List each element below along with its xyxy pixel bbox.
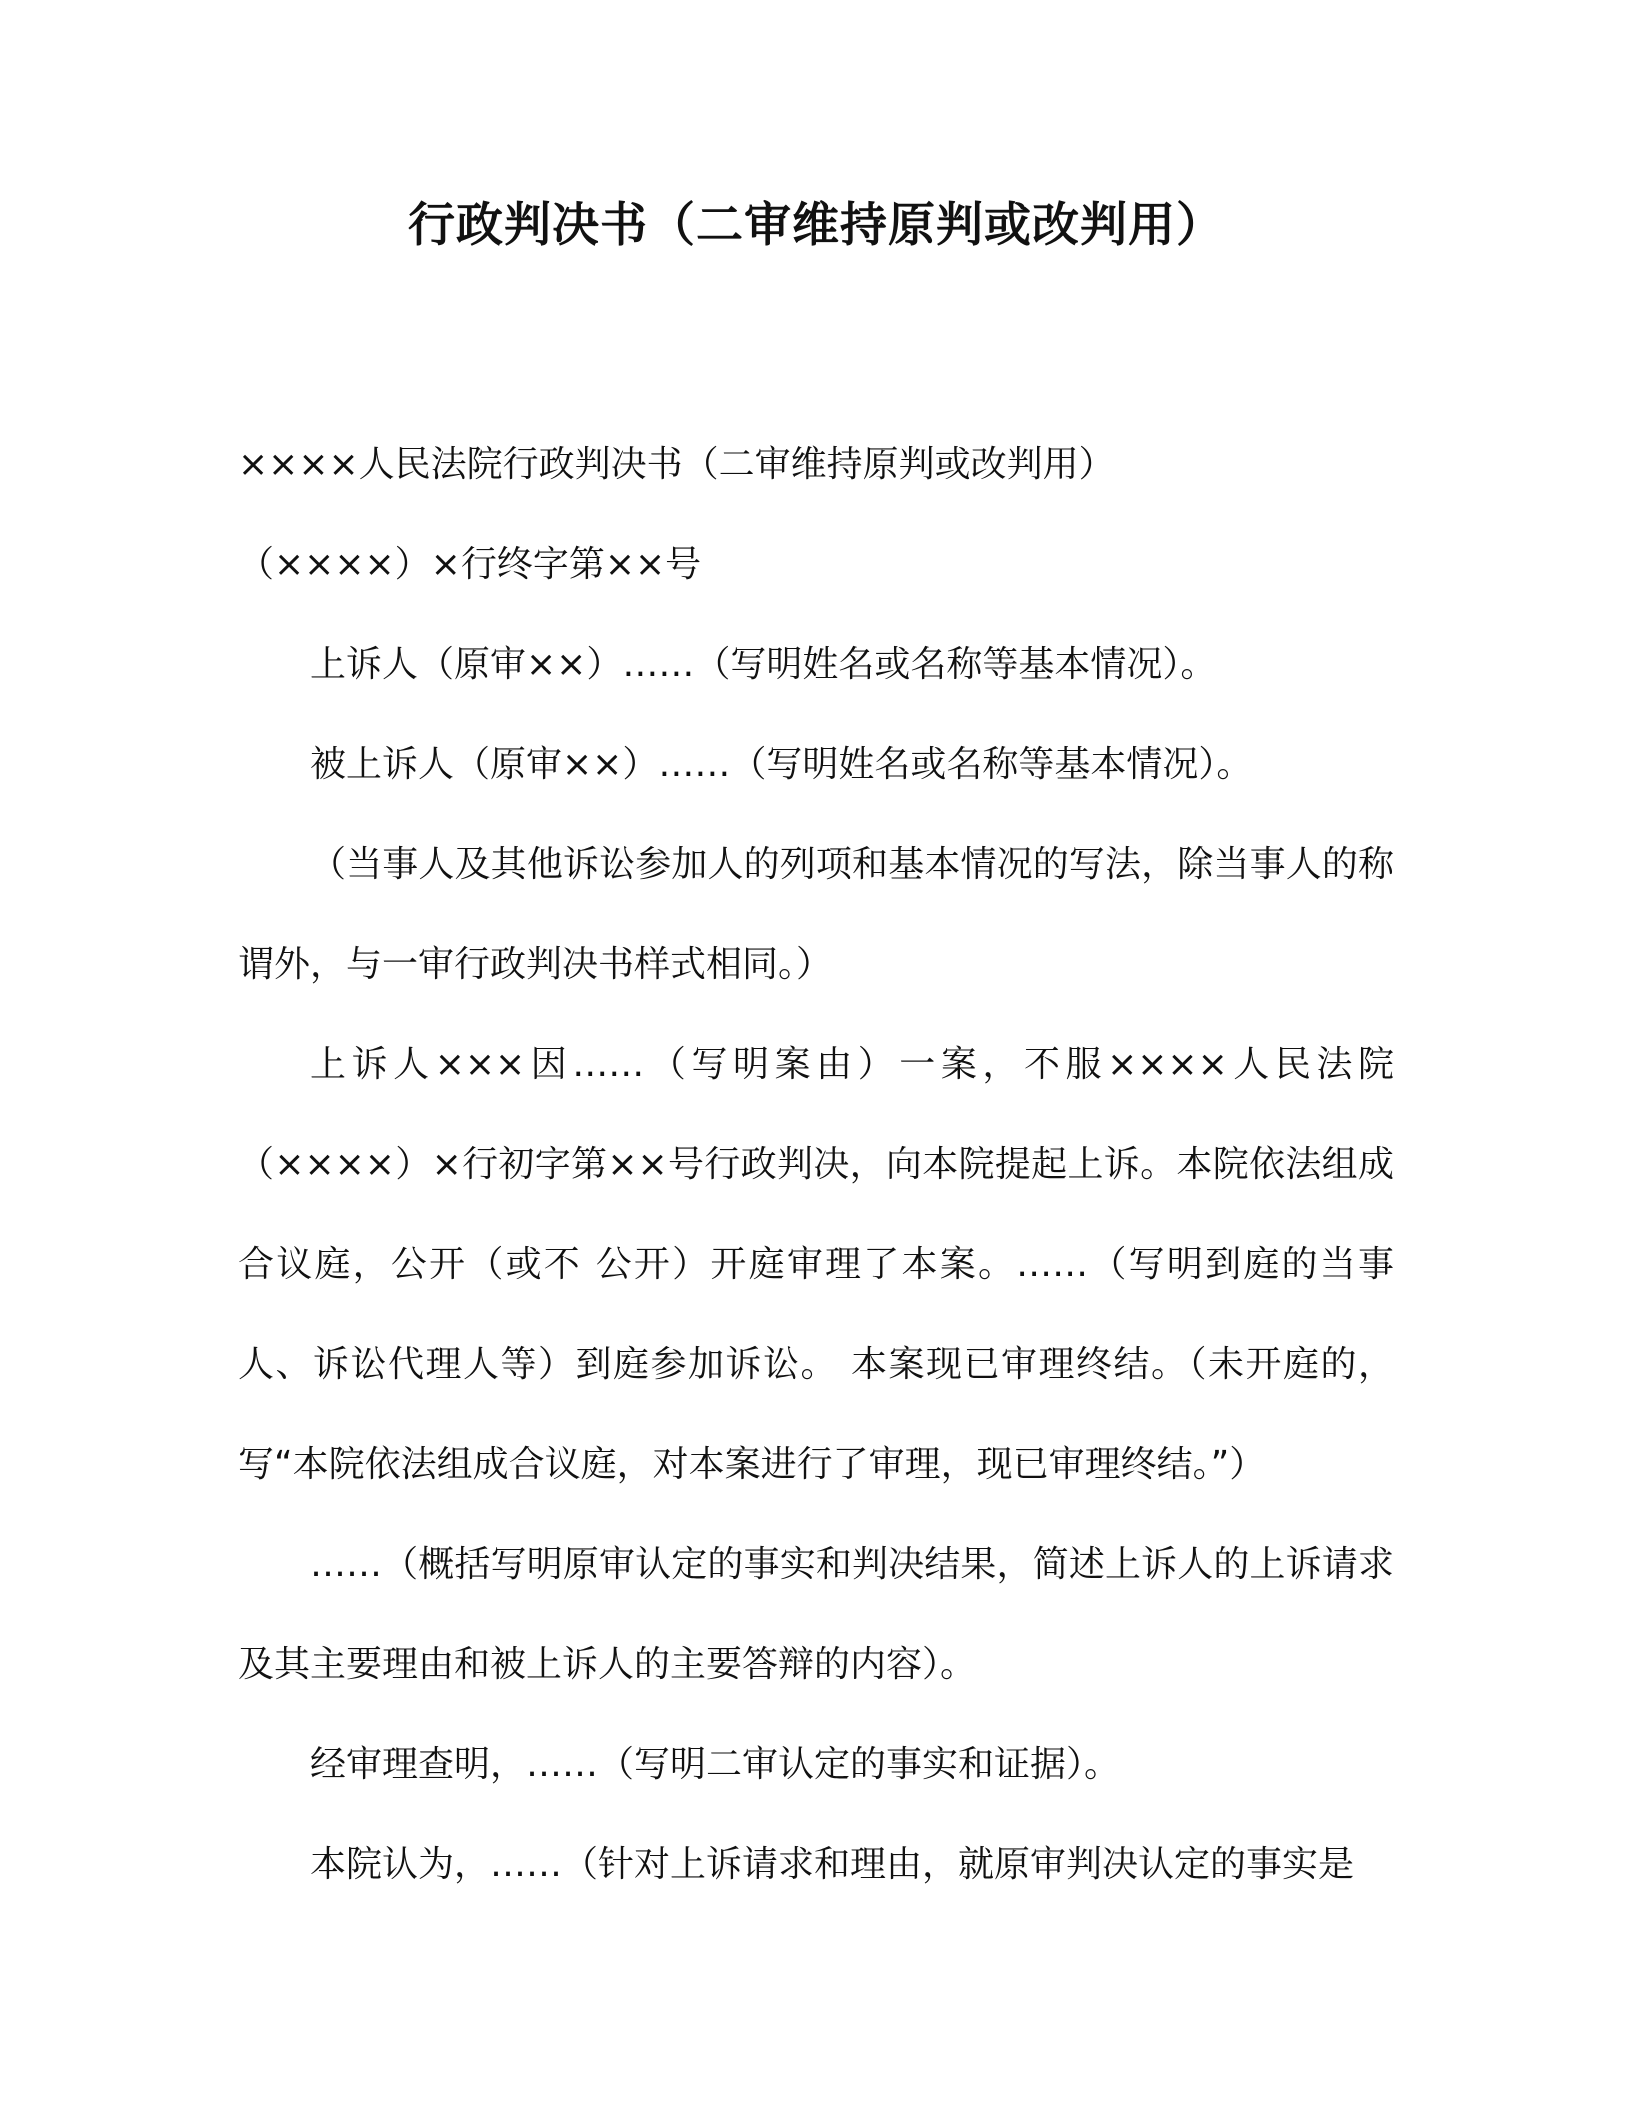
paragraph-party-note: （当事人及其他诉讼参加人的列项和基本情况的写法，除当事人的称谓外，与一审行政判决书样式相同。） xyxy=(238,844,1394,985)
paragraph-appellee: 被上诉人（原审××）……（写明姓名或名称等基本情况）。 xyxy=(310,744,1253,785)
case-number: （××××）×行终字第××号 xyxy=(238,544,702,585)
paragraph-case-procedure: 上诉人×××因……（写明案由）一案，不服××××人民法院（××××）×行初字第××号行政判决，向本院提起上诉。本院依法组成合议庭，公开（或不 公开）开庭审理了本案。……（写明到庭的当事人、诉讼代理人等）到庭参加诉讼。 本案现已审理终结。（未开庭的，写“本院依法组成合议庭，对本案进行了审理，现已审理终结。”） xyxy=(238,1044,1394,1485)
court-heading: ××××人民法院行政判决书（二审维持原判或改判用） xyxy=(238,444,1115,485)
document-title: 行政判决书（二审维持原判或改判用） xyxy=(408,198,1224,253)
paragraph-facts-found: 经审理查明，……（写明二审认定的事实和证据）。 xyxy=(310,1744,1121,1785)
document-body xyxy=(238,415,1394,1915)
paragraph-court-opinion: 本院认为，……（针对上诉请求和理由，就原审判决认定的事实是 xyxy=(310,1844,1355,1885)
paragraph-original-judgment: ……（概括写明原审认定的事实和判决结果，简述上诉人的上诉请求及其主要理由和被上诉人的主要答辩的内容）。 xyxy=(238,1544,1394,1685)
paragraph-appellant: 上诉人（原审××）……（写明姓名或名称等基本情况）。 xyxy=(310,644,1217,685)
